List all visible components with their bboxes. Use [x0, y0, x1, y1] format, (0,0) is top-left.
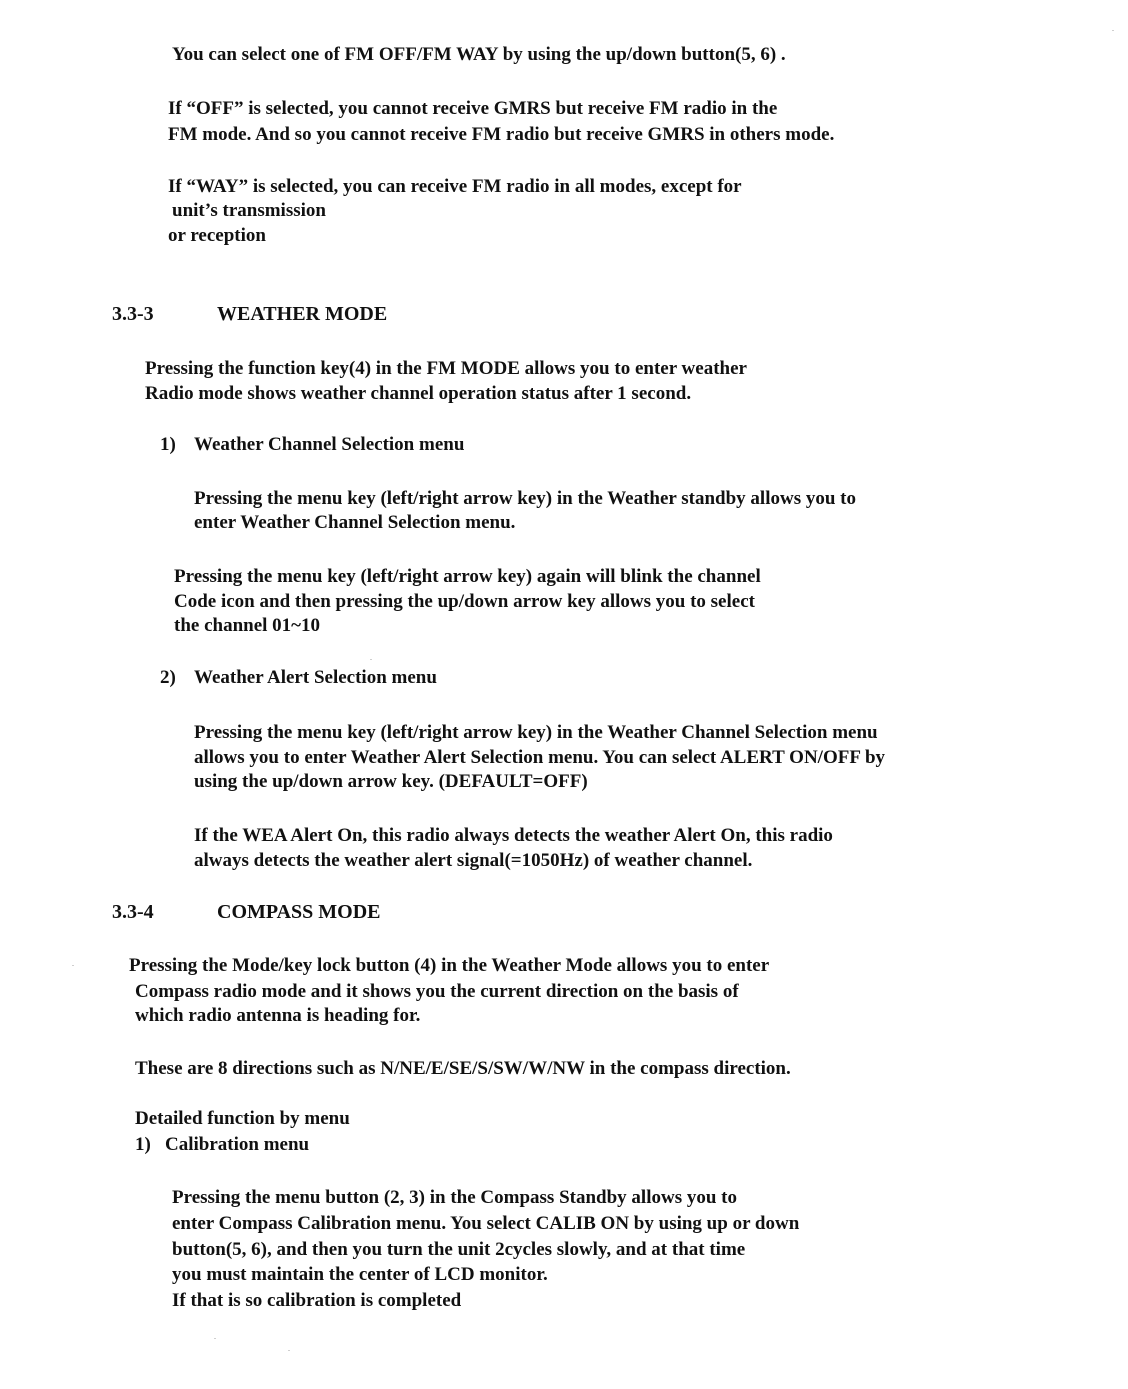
channel-blink-paragraph-line: Pressing the menu key (left/right arrow key) again will blink the channel [174, 566, 761, 587]
calibration-paragraph-line: you must maintain the center of LCD monitor. [172, 1264, 548, 1285]
alert-detect-paragraph-line: If the WEA Alert On, this radio always detects the weather Alert On, this radio [194, 825, 833, 846]
calibration-paragraph-line: button(5, 6), and then you turn the unit 2cycles slowly, and at that time [172, 1239, 746, 1260]
list-marker: 1) [160, 434, 176, 455]
compass-intro-line: Pressing the Mode/key lock button (4) in the Weather Mode allows you to enter [129, 955, 770, 976]
fm-off-paragraph-line: FM mode. And so you cannot receive FM radio but receive GMRS in others mode. [168, 124, 835, 145]
scan-speck [214, 1338, 216, 1339]
alert-menu-paragraph-line: allows you to enter Weather Alert Selection menu. You can select ALERT ON/OFF by [194, 747, 886, 768]
scan-speck [72, 965, 74, 966]
detailed-function-heading: Detailed function by menu [135, 1108, 350, 1129]
scan-speck [370, 659, 372, 660]
weather-intro-line: Pressing the function key(4) in the FM MODE allows you to enter weather [145, 358, 747, 379]
alert-menu-paragraph-line: Pressing the menu key (left/right arrow key) in the Weather Channel Selection menu [194, 722, 878, 743]
channel-blink-paragraph-line: Code icon and then pressing the up/down arrow key allows you to select [174, 591, 755, 612]
compass-directions-paragraph: These are 8 directions such as N/NE/E/SE/S/SW/W/NW in the compass direction. [135, 1058, 791, 1079]
calibration-paragraph-line: If that is so calibration is completed [172, 1290, 462, 1311]
subsection-heading: Weather Alert Selection menu [194, 667, 437, 688]
fm-way-paragraph-line: or reception [168, 225, 266, 246]
section-number: 3.3-4 [112, 901, 154, 923]
channel-menu-paragraph-line: Pressing the menu key (left/right arrow key) in the Weather standby allows you to [194, 488, 857, 509]
list-marker: 2) [160, 667, 176, 688]
fm-way-paragraph-line: If “WAY” is selected, you can receive FM radio in all modes, except for [168, 176, 742, 197]
fm-way-paragraph-line: unit’s transmission [172, 200, 326, 221]
compass-intro-line: Compass radio mode and it shows you the current direction on the basis of [135, 981, 739, 1002]
list-marker: 1) [135, 1134, 151, 1155]
subsection-heading: Weather Channel Selection menu [194, 434, 465, 455]
channel-blink-paragraph-line: the channel 01~10 [174, 615, 321, 636]
calibration-paragraph-line: Pressing the menu button (2, 3) in the Compass Standby allows you to [172, 1187, 737, 1208]
fm-select-paragraph: You can select one of FM OFF/FM WAY by using the up/down button(5, 6) . [172, 44, 786, 65]
calibration-paragraph-line: enter Compass Calibration menu. You select CALIB ON by using up or down [172, 1213, 800, 1234]
scan-speck [288, 1350, 290, 1351]
subsection-heading: Calibration menu [165, 1134, 310, 1155]
weather-intro-line: Radio mode shows weather channel operation status after 1 second. [145, 383, 692, 404]
section-heading: COMPASS MODE [217, 901, 381, 923]
channel-menu-paragraph-line: enter Weather Channel Selection menu. [194, 512, 516, 533]
scan-speck [1112, 30, 1114, 31]
alert-detect-paragraph-line: always detects the weather alert signal(=1050Hz) of weather channel. [194, 850, 753, 871]
fm-off-paragraph-line: If “OFF” is selected, you cannot receive GMRS but receive FM radio in the [168, 98, 778, 119]
alert-menu-paragraph-line: using the up/down arrow key. (DEFAULT=OFF) [194, 771, 588, 792]
section-number: 3.3-3 [112, 303, 154, 325]
compass-intro-line: which radio antenna is heading for. [135, 1005, 421, 1026]
section-heading: WEATHER MODE [217, 303, 388, 325]
